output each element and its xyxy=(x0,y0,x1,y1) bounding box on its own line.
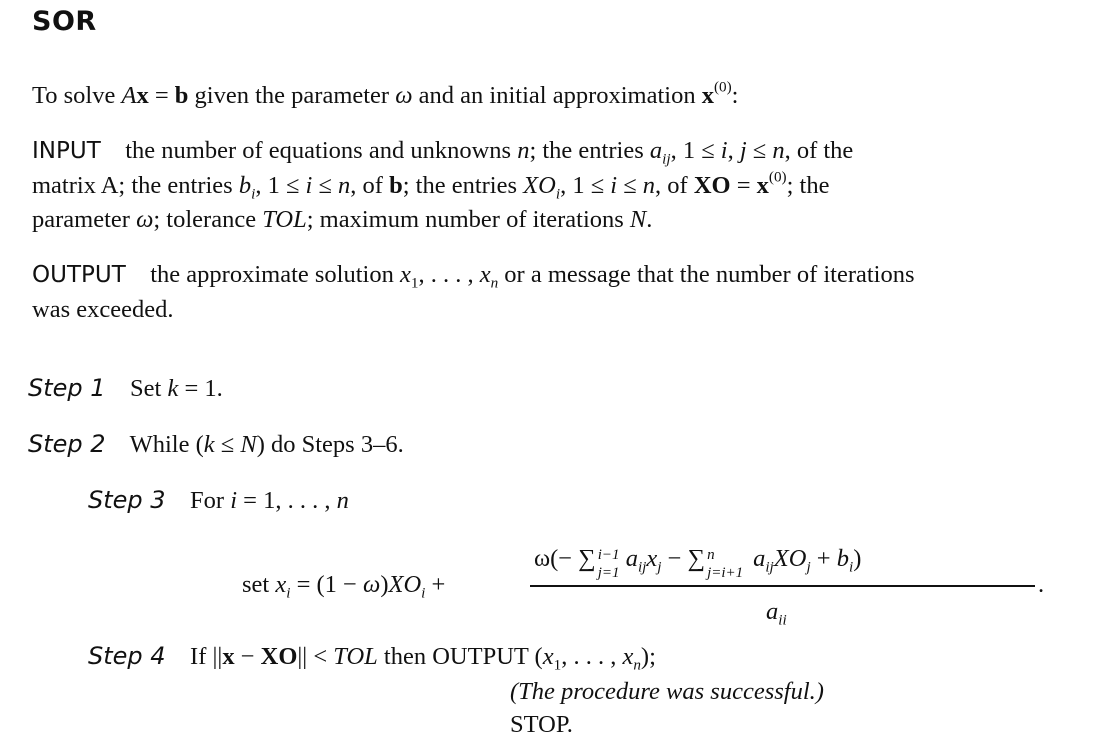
formula-b: b xyxy=(836,545,849,572)
input-text: parameter xyxy=(32,206,137,233)
formula-x: x xyxy=(275,571,287,598)
step-text: − xyxy=(234,643,261,670)
output-line-1 xyxy=(32,261,915,292)
input-a: a xyxy=(649,137,663,164)
input-n: n xyxy=(772,137,785,164)
input-text: = xyxy=(730,172,757,199)
sum-1-limits xyxy=(596,547,626,581)
step-text: = 1. xyxy=(178,375,223,402)
input-line-2 xyxy=(32,168,830,203)
step-4-label: Step 4 xyxy=(88,642,166,670)
input-text: ≤ xyxy=(312,172,339,199)
step-2-label: Step 2 xyxy=(28,430,106,458)
input-text: ; maximum number of iterations xyxy=(306,206,630,233)
input-i: i xyxy=(610,172,618,199)
sum-2-sup: n xyxy=(707,547,715,563)
input-ij: ij xyxy=(662,150,671,168)
input-text: ; the xyxy=(786,172,830,199)
input-omega: ω xyxy=(136,206,154,233)
intro-x0: x xyxy=(701,82,714,109)
input-text: , of the xyxy=(784,137,854,164)
input-bold-b: b xyxy=(389,172,403,199)
step-sub-1: 1 xyxy=(553,656,562,674)
output-dots: , . . . , xyxy=(418,261,480,288)
formula-text: + xyxy=(810,545,837,572)
step-text: ) do Steps 3–6. xyxy=(256,431,404,458)
formula-omega: ω xyxy=(363,571,381,598)
sum-1-sup: i−1 xyxy=(597,547,620,563)
sor-formula-numerator xyxy=(534,545,862,581)
step-text: While ( xyxy=(129,431,204,458)
formula-sub-j: j xyxy=(657,558,662,576)
step-text: If || xyxy=(190,643,223,670)
formula-a: a xyxy=(766,598,779,625)
sum-2-sub: j=i+1 xyxy=(707,565,744,581)
intro-colon: : xyxy=(731,82,739,109)
step-text: || < xyxy=(297,643,334,670)
formula-sub-ij: ij xyxy=(637,558,647,576)
input-text: ≤ xyxy=(746,137,773,164)
formula-text: − ∑ xyxy=(661,545,706,572)
step-tol: TOL xyxy=(333,643,378,670)
formula-a: a xyxy=(625,545,638,572)
step-k: k xyxy=(167,375,179,402)
step-1-label: Step 1 xyxy=(28,374,106,402)
sum-2-limits xyxy=(705,547,753,581)
sor-formula-lhs xyxy=(242,571,446,602)
formula-period: . xyxy=(1038,571,1045,598)
formula-text: set xyxy=(242,571,276,598)
input-b: b xyxy=(238,172,252,199)
input-i: i xyxy=(720,137,728,164)
step-i: i xyxy=(230,487,238,514)
output-sub-1: 1 xyxy=(410,274,419,292)
step-k: k xyxy=(203,431,215,458)
input-n: n xyxy=(517,137,530,164)
step-text: ); xyxy=(640,643,656,670)
input-line-1 xyxy=(32,137,854,168)
sum-1-sub: j=1 xyxy=(597,565,620,581)
fraction-bar xyxy=(530,585,1035,587)
step-3-label: Step 3 xyxy=(88,486,166,514)
step-4-note: (The procedure was successful.) xyxy=(510,678,824,705)
input-text: ; the entries xyxy=(529,137,650,164)
intro-vector-x: x xyxy=(136,82,149,109)
input-bold-xo: XO xyxy=(693,172,731,199)
input-sub-i: i xyxy=(251,185,256,203)
step-text: For xyxy=(190,487,231,514)
input-text: , 1 ≤ xyxy=(255,172,306,199)
intro-vector-b: b xyxy=(174,82,189,109)
step-text: = 1, . . . , xyxy=(237,487,337,514)
formula-text: ) xyxy=(853,545,862,572)
input-xo: XO xyxy=(523,172,556,199)
formula-text: ) xyxy=(380,571,389,598)
formula-sub-ii: ii xyxy=(778,611,787,629)
step-sub-n: n xyxy=(633,656,641,674)
intro-omega: ω xyxy=(395,82,413,109)
output-label: OUTPUT xyxy=(32,262,126,288)
input-text: ; the entries xyxy=(402,172,524,199)
intro-equals: = xyxy=(148,82,175,109)
output-text: the approximate solution xyxy=(150,261,400,288)
step-x: x xyxy=(622,643,634,670)
step-bold-x: x xyxy=(222,643,235,670)
input-text: , of xyxy=(350,172,390,199)
input-x0-sup: (0) xyxy=(768,168,787,186)
step-4 xyxy=(88,642,656,674)
formula-text: + xyxy=(425,571,446,598)
step-4-stop: STOP. xyxy=(510,711,573,738)
input-text: . xyxy=(646,206,653,233)
input-big-n: N xyxy=(629,206,647,233)
output-sub-n: n xyxy=(490,274,499,292)
formula-text: ω(− ∑ xyxy=(534,545,596,572)
formula-a: a xyxy=(753,545,766,572)
formula-x: x xyxy=(646,545,658,572)
formula-xo: XO xyxy=(388,571,422,598)
intro-text: To solve xyxy=(32,82,122,109)
input-j: j xyxy=(739,137,747,164)
input-text: ≤ xyxy=(617,172,643,199)
input-label: INPUT xyxy=(32,138,101,164)
input-tol: TOL xyxy=(262,206,307,233)
page-title: SOR xyxy=(32,6,97,37)
step-3 xyxy=(88,486,349,515)
step-x: x xyxy=(542,643,554,670)
step-n: N xyxy=(240,431,257,458)
output-line-2: was exceeded. xyxy=(32,296,174,323)
input-text: , xyxy=(727,137,740,164)
input-sub-i: i xyxy=(555,185,561,203)
formula-sub-i: i xyxy=(421,584,426,602)
input-text: , 1 ≤ xyxy=(560,172,611,199)
step-dots: , . . . , xyxy=(561,643,623,670)
input-i: i xyxy=(305,172,313,199)
formula-sub-i: i xyxy=(286,584,291,602)
input-n: n xyxy=(338,172,351,199)
step-text: Set xyxy=(130,375,168,402)
step-text: ≤ xyxy=(214,431,241,458)
step-1 xyxy=(28,374,223,403)
step-2 xyxy=(28,430,404,459)
step-n: n xyxy=(336,487,349,514)
formula-text: = (1 − xyxy=(290,571,363,598)
intro-matrix-a: A xyxy=(121,82,137,109)
step-text: then OUTPUT ( xyxy=(377,643,543,670)
input-text: ; tolerance xyxy=(153,206,263,233)
formula-sub-ij: ij xyxy=(765,558,774,576)
step-bold-xo: XO xyxy=(260,643,298,670)
input-text: , 1 ≤ xyxy=(670,137,721,164)
input-n: n xyxy=(642,172,656,199)
sor-formula-denominator xyxy=(766,598,787,629)
input-text: the number of equations and unknowns xyxy=(125,137,518,164)
input-text: matrix A; the entries xyxy=(32,172,239,199)
input-x0: x xyxy=(756,172,769,199)
input-line-3 xyxy=(32,206,652,234)
output-text: or a message that the number of iterations xyxy=(498,261,915,288)
formula-sub-i: i xyxy=(849,558,854,576)
intro-mid: given the parameter xyxy=(188,82,396,109)
formula-sub-j: j xyxy=(806,558,811,576)
formula-xo: XO xyxy=(773,545,807,572)
output-x: x xyxy=(399,261,411,288)
output-x: x xyxy=(479,261,491,288)
intro-x0-sup: (0) xyxy=(713,78,732,96)
input-text: , of xyxy=(655,172,694,199)
intro-paragraph xyxy=(32,78,739,110)
intro-tail: and an initial approximation xyxy=(412,82,702,109)
